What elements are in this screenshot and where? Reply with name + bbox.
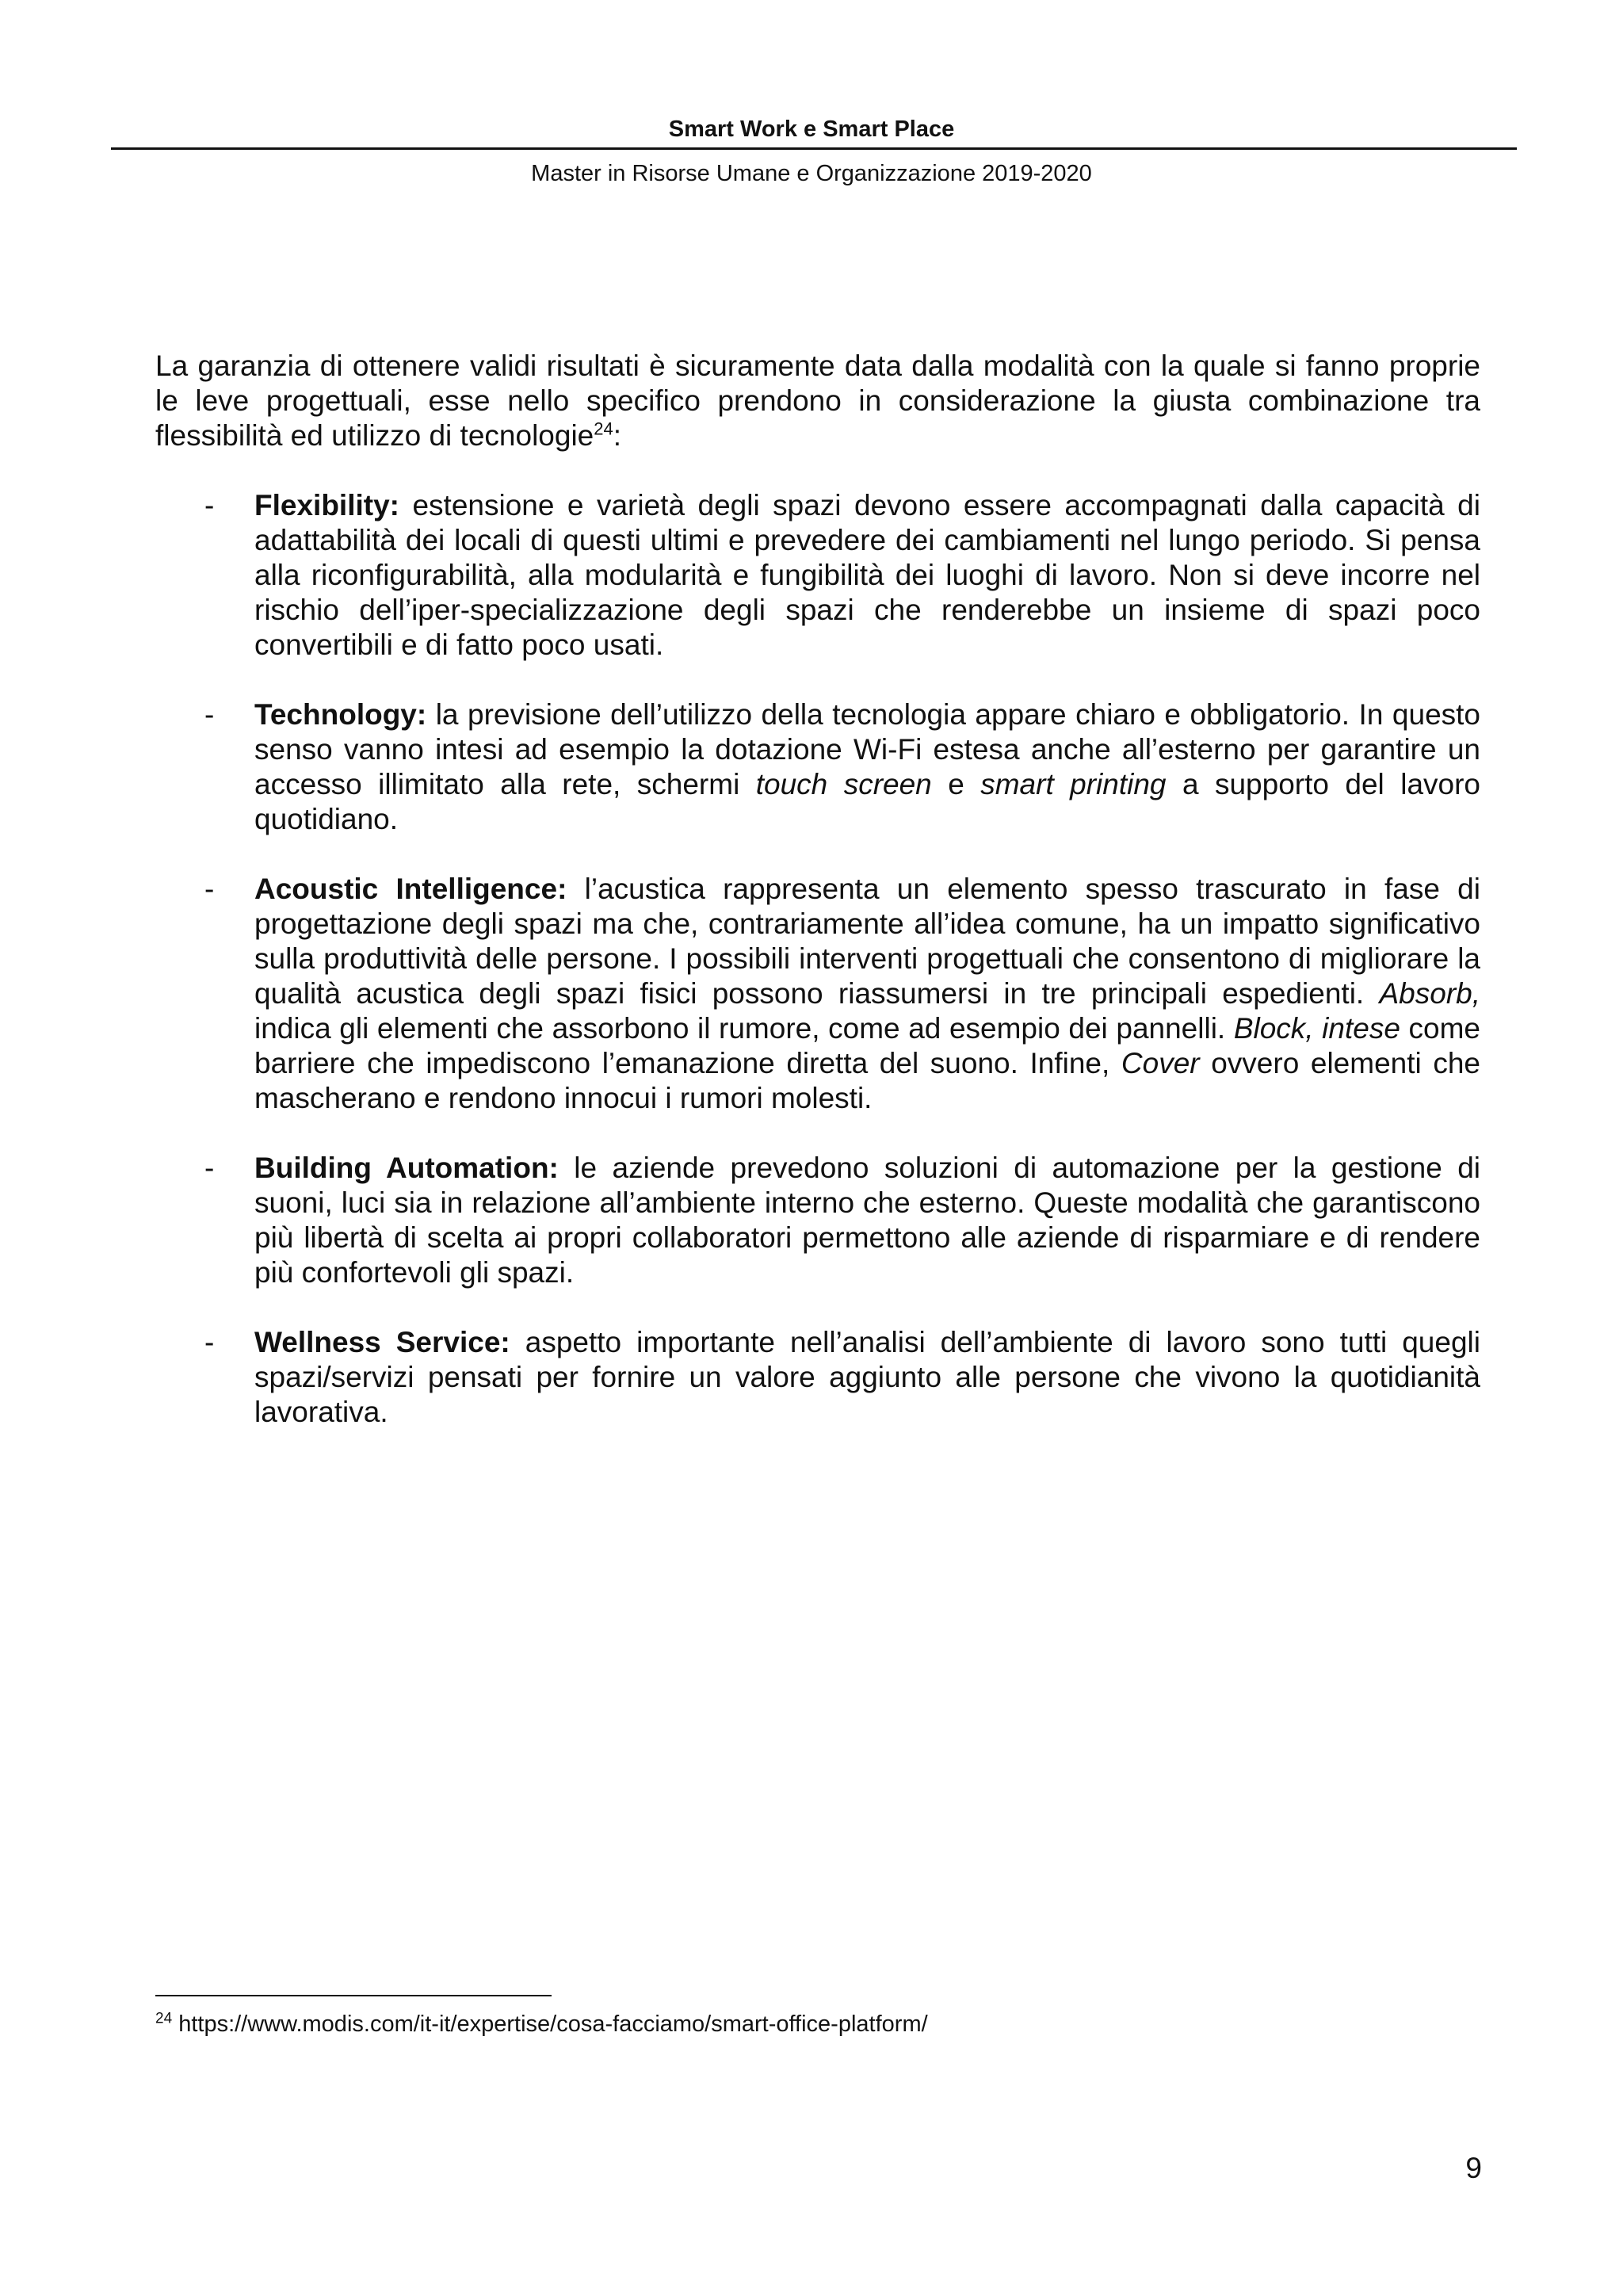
design-levers-list: [155, 488, 1480, 1430]
list-item-title: Wellness Service:: [254, 1326, 510, 1358]
italic-term: Block, intese: [1233, 1012, 1400, 1045]
page-number: 9: [1465, 2152, 1482, 2184]
header-divider: [111, 147, 1517, 150]
list-item-text: a supporto del lavoro quotidiano.: [254, 768, 1480, 835]
list-item-text: come barriere che impediscono l’emanazione diretta del suono. Infine,: [254, 1012, 1480, 1079]
italic-term: smart printing: [980, 768, 1167, 800]
list-item-text: la previsione dell’utilizzo della tecnologia appare chiaro e obbligatorio. In questo senso vanno intesi ad esempio la dotazione Wi-Fi estesa anche all’esterno per garantire un accesso illimitato alla rete, schermi: [254, 698, 1480, 800]
list-item-building-automation: [155, 1151, 1480, 1290]
bullet-dash: -: [204, 873, 215, 905]
footnote-url: https://www.modis.com/it-it/expertise/cosa-facciamo/smart-office-platform/: [172, 2011, 928, 2037]
list-item-flexibility: [155, 488, 1480, 663]
list-item-text: estensione e varietà degli spazi devono essere accompagnati dalla capacità di adattabilità dei locali di questi ultimi e prevedere dei cambiamenti nel lungo periodo. Si pensa alla riconfigurabilità, alla modularità e fungibilità dei luoghi di lavoro. Non si deve incorre nel rischio dell’iper-specializzazione degli spazi che renderebbe un insieme di spazi poco convertibili e di fatto poco usati.: [254, 489, 1480, 661]
footnote-divider: [155, 1995, 552, 1996]
list-item-title: Building Automation:: [254, 1152, 559, 1184]
list-item-technology: [155, 697, 1480, 837]
bullet-dash: -: [204, 1152, 215, 1184]
list-item-text: e: [931, 768, 981, 800]
intro-suffix: :: [613, 419, 622, 452]
italic-term: touch screen: [755, 768, 932, 800]
footnote-reference: 24: [594, 418, 613, 439]
list-item-title: Technology:: [254, 698, 427, 731]
list-item-text: le aziende prevedono soluzioni di automazione per la gestione di suoni, luci sia in relazione all’ambiente interno che esterno. Queste modalità che garantiscono più libertà di scelta ai propri collaboratori permettono alle aziende di risparmiare e di rendere più confortevoli gli spazi.: [254, 1152, 1481, 1289]
bullet-dash: -: [204, 489, 215, 521]
intro-paragraph: [155, 349, 1480, 453]
list-item-acoustic-intelligence: [155, 872, 1480, 1116]
body-text: [155, 349, 1480, 1465]
list-item-title: Acoustic Intelligence:: [254, 873, 567, 905]
list-item-title: Flexibility:: [254, 489, 399, 521]
list-item-wellness-service: [155, 1325, 1480, 1430]
footnote: [155, 2008, 928, 2040]
bullet-dash: -: [204, 1326, 215, 1358]
italic-term: Absorb,: [1379, 977, 1480, 1010]
intro-text: La garanzia di ottenere validi risultati è sicuramente data dalla modalità con la quale si fanno proprie le leve progettuali, esse nello specifico prendono in considerazione la giusta combinazione tra flessibilità ed utilizzo di tecnologie: [155, 350, 1480, 452]
list-item-text: ovvero elementi che mascherano e rendono innocui i rumori molesti.: [254, 1047, 1481, 1114]
italic-term: Cover: [1121, 1047, 1200, 1079]
bullet-dash: -: [204, 698, 215, 731]
footnote-number: 24: [155, 2010, 173, 2027]
running-header-subtitle: Master in Risorse Umane e Organizzazione 2019-2020: [531, 161, 1092, 186]
running-header-title: Smart Work e Smart Place: [668, 117, 955, 142]
list-item-text: l’acustica rappresenta un elemento spesso trascurato in fase di progettazione degli spazi ma che, contrariamente all’idea comune, ha un impatto significativo sulla produttività delle persone. I possibili interventi progettuali che consentono di migliorare la qualità acustica degli spazi fisici possono riassumersi in tre principali espedienti.: [254, 873, 1480, 1010]
list-item-text: aspetto importante nell’analisi dell’ambiente di lavoro sono tutti quegli spazi/servizi pensati per fornire un valore aggiunto alle persone che vivono la quotidianità lavorativa.: [254, 1326, 1480, 1428]
list-item-text: indica gli elementi che assorbono il rumore, come ad esempio dei pannelli.: [254, 1012, 1234, 1045]
